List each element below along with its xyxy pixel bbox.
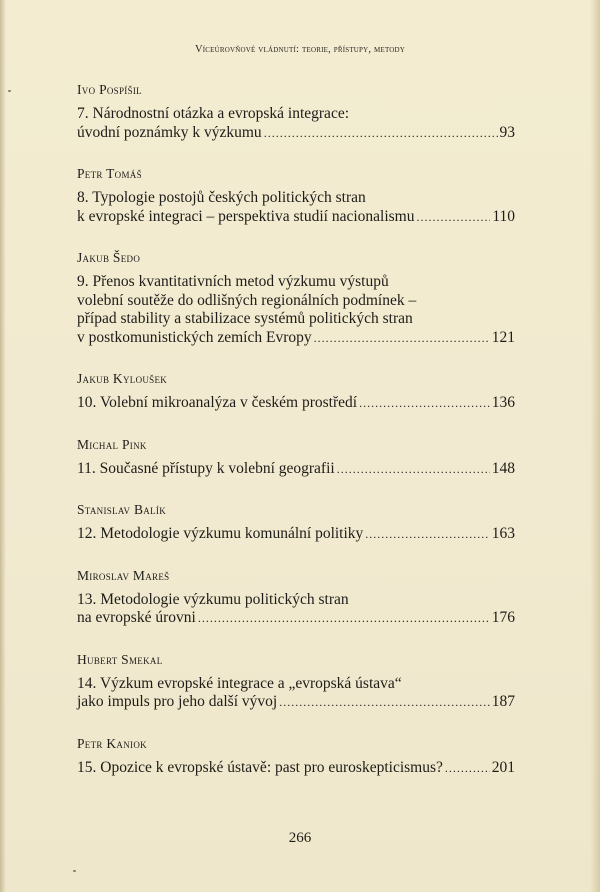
entry-title-text: 15. Opozice k evropské ústavě: past pro euroskepticismus? [77, 758, 443, 776]
toc-entry [77, 652, 515, 712]
toc-entry [77, 250, 515, 347]
entry-title-line: 9. Přenos kvantitativních metod výzkumu výstupů [77, 273, 389, 290]
entry-page-number: 163 [491, 525, 515, 542]
dot-leader [279, 693, 490, 712]
toc-entry [77, 568, 515, 628]
dot-leader [416, 208, 490, 227]
dot-leader [198, 609, 490, 628]
entry-title-last-line [77, 124, 515, 143]
entry-author: Ivo Pospíšil [77, 82, 142, 97]
entry-title-text: na evropské úrovni [77, 609, 196, 626]
entry-page-number: 121 [491, 328, 515, 346]
entry-author: Hubert Smekal [77, 651, 163, 667]
entry-title-last-line [77, 460, 515, 479]
entry-title-line: 14. Výzkum evropské integrace a „evropská ústava“ [77, 674, 402, 692]
page-edge-left [0, 0, 6, 892]
toc-entry [77, 82, 515, 142]
paper-speck [8, 90, 11, 92]
entry-page-number: 176 [491, 609, 515, 626]
entry-title-text: 10. Volební mikroanalýza v českém prostředí [77, 394, 358, 411]
entry-page-number: 93 [499, 123, 515, 141]
entry-page-number: 110 [492, 207, 515, 225]
entry-author: Michal Pink [77, 436, 147, 452]
entry-author: Jakub Kyloušek [77, 371, 168, 386]
entry-title-last-line [77, 394, 515, 413]
entry-author: Petr Tomáš [77, 166, 142, 181]
toc-entry [77, 736, 515, 778]
entry-title-line: případ stability a stabilizace systémů politických stran [77, 310, 413, 327]
entry-title-text: v postkomunistických zemích Evropy [77, 328, 312, 346]
entry-title-text: k evropské integraci – perspektiva studií nacionalismu [77, 207, 415, 225]
entry-title-last-line [77, 609, 515, 628]
dot-leader [314, 329, 490, 348]
toc-entry [77, 371, 515, 413]
entry-title-text: 12. Metodologie výzkumu komunální politiky [77, 525, 364, 542]
entry-author: Petr Kaniok [77, 735, 147, 751]
table-of-contents [77, 82, 515, 801]
entry-author: Miroslav Mareš [77, 567, 170, 583]
entry-title-line: 13. Metodologie výzkumu politických stran [77, 590, 349, 608]
entry-page-number: 187 [491, 693, 515, 710]
paper-speck [73, 870, 76, 872]
dot-leader [264, 124, 498, 143]
entry-page-number: 201 [491, 758, 515, 776]
entry-title-line: 8. Typologie postojů českých politických stran [77, 189, 366, 206]
entry-title-last-line [77, 759, 515, 778]
entry-title-line: volební soutěže do odlišných regionálních podmínek – [77, 291, 417, 309]
page-number: 266 [288, 830, 312, 846]
entry-title-last-line [77, 525, 515, 544]
entry-page-number: 136 [491, 394, 515, 411]
entry-title-text: jako impuls pro jeho další vývoj [77, 693, 278, 710]
toc-entry [77, 166, 515, 226]
entry-title-last-line [77, 693, 515, 712]
dot-leader [365, 525, 489, 544]
entry-author: Stanislav Balík [77, 502, 166, 517]
entry-title-line: 7. Národnostní otázka a evropská integrace: [77, 105, 350, 122]
toc-entry [77, 437, 515, 479]
dot-leader [445, 759, 490, 778]
entry-title-text: 11. Současné přístupy k volební geografii [77, 459, 335, 477]
entry-title-last-line [77, 329, 515, 348]
dot-leader [359, 394, 490, 413]
dot-leader [337, 460, 490, 479]
running-head: Víceúrovňové vládnutí: teorie, přístupy, metody [194, 44, 406, 55]
entry-page-number: 148 [491, 459, 515, 477]
entry-author: Jakub Šedo [77, 250, 141, 265]
entry-title-text: úvodní poznámky k výzkumu [77, 123, 262, 141]
toc-entry [77, 502, 515, 544]
entry-title-last-line [77, 208, 515, 227]
page-edge-right [590, 0, 600, 892]
